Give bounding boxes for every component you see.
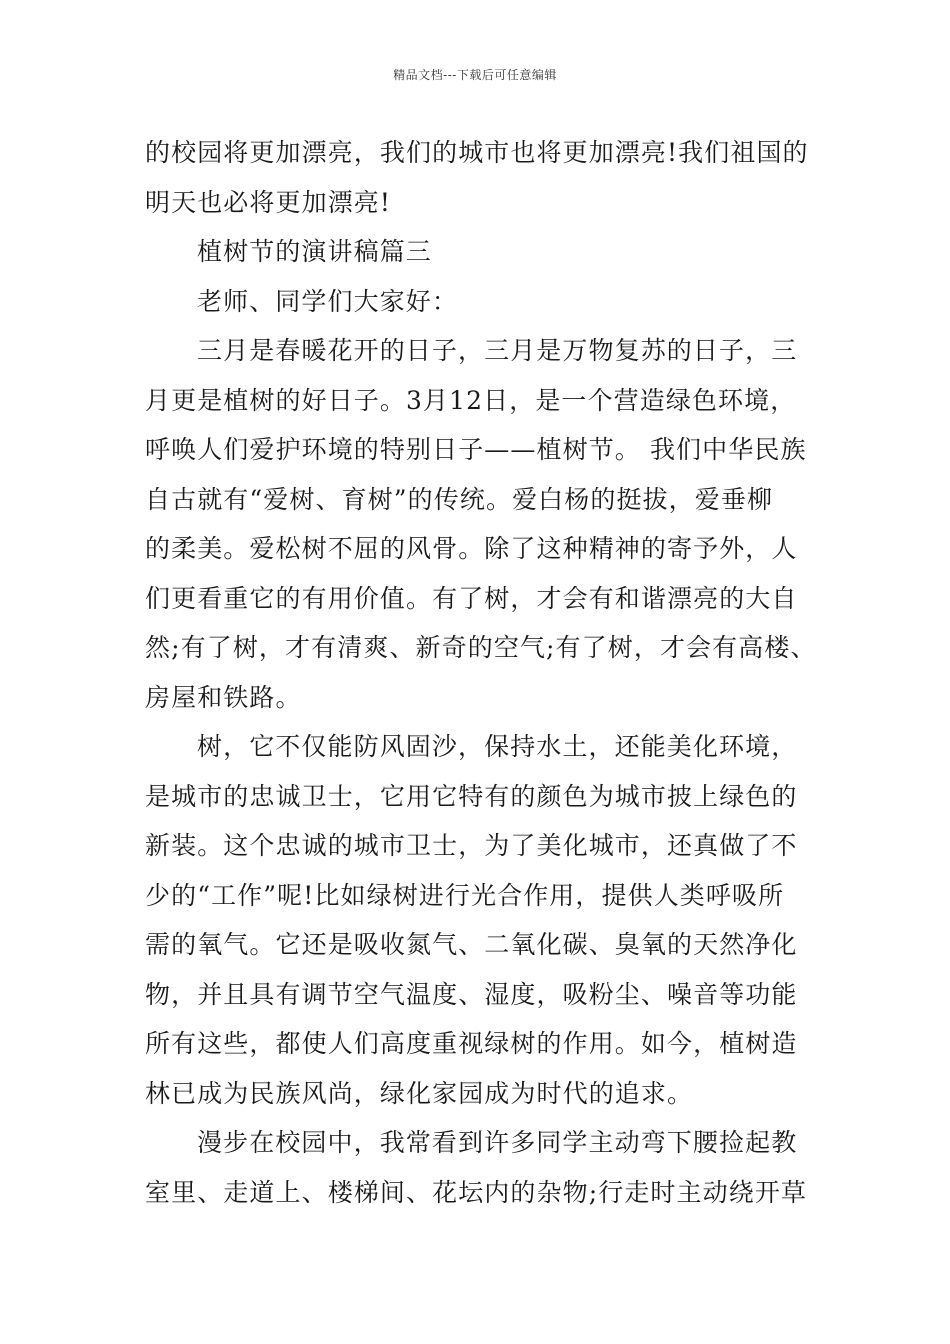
text-line: 的柔美。爱松树不屈的风骨。除了这种精神的寄予外，人 xyxy=(145,534,798,563)
text-line: 月更是植树的好日子。3月12日，是一个营造绿色环境， xyxy=(145,385,797,415)
document-body xyxy=(145,128,825,1217)
text-line: 室里、走道上、楼梯间、花坛内的杂物;行走时主动绕开草 xyxy=(145,1177,808,1207)
text-line: 新装。这个忠诚的城市卫士，为了美化城市，还真做了不 xyxy=(145,831,798,860)
text-line: 需的氧气。它还是吸收氮气、二氧化碳、臭氧的天然净化 xyxy=(145,930,798,959)
text-line: 林已成为民族风尚，绿化家园成为时代的追求。 xyxy=(145,1078,694,1108)
text-line: 然;有了树，才有清爽、新奇的空气;有了树，才会有高楼、 xyxy=(145,633,817,662)
page-header: 精品文档---下载后可任意编辑 xyxy=(393,68,557,82)
text-line: 树，它不仅能防风固沙，保持水土，还能美化环境， xyxy=(197,732,798,761)
text-line: 自古就有“爱树、育树”的传统。爱白杨的挺拔，爱垂柳 xyxy=(145,484,774,514)
text-line: 的校园将更加漂亮，我们的城市也将更加漂亮!我们祖国的 xyxy=(145,138,809,167)
text-line: 漫步在校园中，我常看到许多同学主动弯下腰捡起教 xyxy=(197,1128,798,1157)
text-line: 物，并且具有调节空气温度、湿度，吸粉尘、噪音等功能 xyxy=(145,979,798,1009)
text-line: 植树节的演讲稿篇三 xyxy=(197,237,432,266)
text-line: 房屋和铁路。 xyxy=(145,682,302,712)
text-line: 三月是春暖花开的日子，三月是万物复苏的日子，三 xyxy=(197,336,798,365)
text-line: 明天也必将更加漂亮! xyxy=(145,187,392,217)
text-line: 们更看重它的有用价值。有了树，才会有和谐漂亮的大自 xyxy=(145,583,798,613)
text-line: 所有这些，都使人们高度重视绿树的作用。如今，植树造 xyxy=(145,1029,798,1058)
text-line: 老师、同学们大家好： xyxy=(197,286,459,316)
text-line: 呼唤人们爱护环境的特别日子——植树节。 我们中华民族 xyxy=(145,435,807,464)
text-line: 少的“工作”呢!比如绿树进行光合作用，提供人类呼吸所 xyxy=(145,880,785,910)
text-line: 是城市的忠诚卫士，它用它特有的颜色为城市披上绿色的 xyxy=(145,781,798,811)
